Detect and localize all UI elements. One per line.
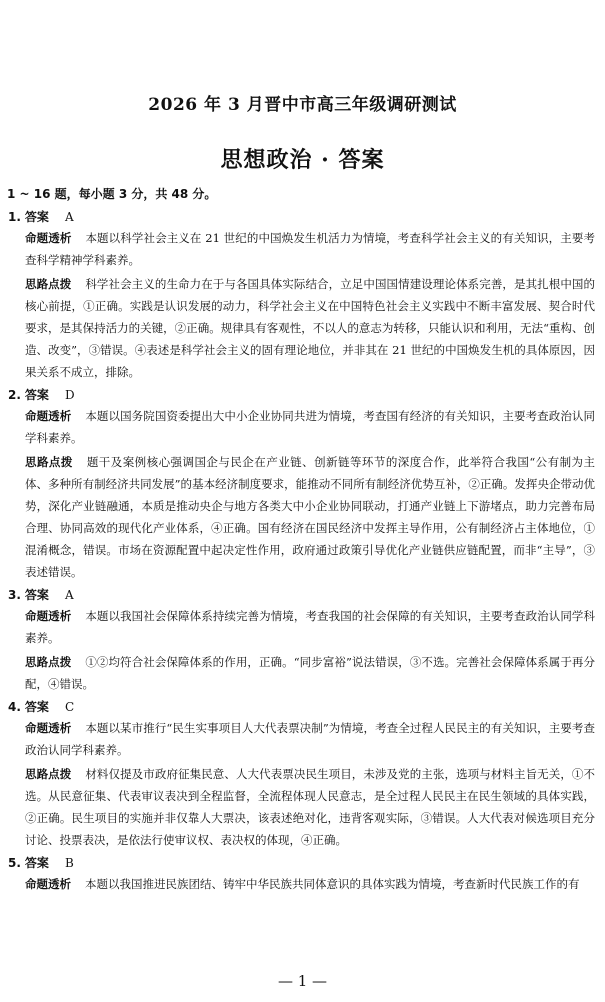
analysis-block bbox=[0, 717, 605, 761]
question-answer-line bbox=[0, 385, 605, 405]
hint-block bbox=[0, 273, 605, 383]
hint-block-label: 思路点拨 bbox=[25, 277, 72, 291]
analysis-block bbox=[0, 405, 605, 449]
answer-choice: A bbox=[64, 210, 74, 224]
answer-label: 答案 bbox=[24, 388, 49, 402]
analysis-block bbox=[0, 227, 605, 271]
question-item bbox=[0, 385, 605, 583]
hint-block-text: 题干及案例核心强调国企与民企在产业链、创新链等环节的深度合作，此举符合我国“公有制为主体、多种所有制经济共同发展”的基本经济制度要求，能推动不同所有制经济优势互补，②正确。发挥央企带动优势，深化产业链融通，本质是推动央企与地方各类大中小企业协同联动，打通产业链上下游堵点，助力完善布局合理、协同高效的现代化产业体系，④正确。国有经济在国民经济中发挥主导作用，公有制经济占主体地位，①混淆概念，错误。市场在资源配置中起决定性作用，政府通过政策引导优化产业链供应链配置，而非“主导”，③表述错误。 bbox=[25, 455, 596, 579]
exam-title: 2026 年 3 月晋中市高三年级调研测试 bbox=[148, 95, 457, 115]
hint-block-text: 科学社会主义的生命力在于与各国具体实际结合，立足中国国情建设理论体系完善，是其扎根中国的核心前提，①正确。实践是认识发展的动力，科学社会主义在中国特色社会主义实践中不断丰富发展、契合时代要求，是其保持活力的关键，②正确。规律具有客观性，不以人的意志为转移，只能认识和利用，无法“重构、创造、改变”，③错误。④表述是科学社会主义的固有理论地位，并非其在 21 世纪的中国焕发生机的具体原因，因果关系不成立，排除。 bbox=[25, 277, 595, 379]
question-answer-line bbox=[0, 853, 605, 873]
hint-block-text: 材料仅提及市政府征集民意、人大代表票决民生项目，未涉及党的主张，选项与材料主旨无关，①不选。从民意征集、代表审议表决到全程监督，全流程体现人民意志，是全过程人民民主在民生领域的具体实践，②正确。民生项目的实施并非仅靠人大票决，该表述绝对化，违背客观实际，③错误。人大代表对候选项目充分讨论、投票表决，是依法行使审议权、表决权的体现，④正确。 bbox=[25, 767, 595, 847]
hint-block-label: 思路点拨 bbox=[25, 655, 72, 669]
answer-label: 答案 bbox=[24, 700, 49, 714]
analysis-block-label: 命题透析 bbox=[25, 877, 71, 891]
answer-choice: A bbox=[64, 588, 74, 602]
question-item bbox=[0, 697, 605, 851]
question-answer-line bbox=[0, 697, 605, 717]
question-number: 2. bbox=[8, 388, 21, 402]
answer-label: 答案 bbox=[24, 856, 49, 870]
question-item bbox=[0, 585, 605, 695]
analysis-block-text: 本题以我国社会保障体系持续完善为情境，考查我国的社会保障的有关知识，主要考查政治认同学科素养。 bbox=[25, 609, 595, 645]
answer-choice: C bbox=[64, 700, 75, 714]
analysis-block-label: 命题透析 bbox=[25, 231, 72, 245]
answer-label: 答案 bbox=[24, 588, 49, 602]
hint-block-text: ①②均符合社会保障体系的作用，正确。“同步富裕”说法错误，③不选。完善社会保障体系属于再分配，④错误。 bbox=[25, 655, 595, 691]
hint-block bbox=[0, 651, 605, 695]
subject-title: 思想政治 · 答案 bbox=[220, 147, 385, 173]
answer-list bbox=[0, 207, 605, 897]
analysis-block-text: 本题以某市推行“民生实事项目人大代表票决制”为情境，考查全过程人民民主的有关知识，主要考查政治认同学科素养。 bbox=[25, 721, 595, 757]
analysis-block-text: 本题以国务院国资委提出大中小企业协同共进为情境，考查国有经济的有关知识，主要考查政治认同学科素养。 bbox=[25, 409, 595, 445]
hint-block bbox=[0, 763, 605, 851]
scoring-intro: 1 ~ 16 题，每小题 3 分，共 48 分。 bbox=[7, 187, 217, 201]
page-number: — 1 — bbox=[277, 972, 328, 990]
analysis-block-text: 本题以我国推进民族团结、铸牢中华民族共同体意识的具体实践为情境，考查新时代民族工作的有 bbox=[85, 877, 580, 891]
analysis-block-label: 命题透析 bbox=[25, 721, 72, 735]
question-answer-line bbox=[0, 585, 605, 605]
question-item bbox=[0, 853, 605, 895]
answer-label: 答案 bbox=[24, 210, 49, 224]
hint-block-label: 思路点拨 bbox=[25, 767, 72, 781]
question-number: 4. bbox=[8, 700, 21, 714]
hint-block bbox=[0, 451, 605, 583]
hint-block-label: 思路点拨 bbox=[25, 455, 73, 469]
question-number: 3. bbox=[8, 588, 21, 602]
question-number: 1. bbox=[8, 210, 21, 224]
question-number: 5. bbox=[8, 856, 21, 870]
analysis-block bbox=[0, 873, 605, 895]
analysis-block-label: 命题透析 bbox=[25, 409, 72, 423]
answer-choice: B bbox=[64, 856, 74, 870]
answer-choice: D bbox=[64, 388, 75, 402]
question-answer-line bbox=[0, 207, 605, 227]
analysis-block bbox=[0, 605, 605, 649]
analysis-block-label: 命题透析 bbox=[25, 609, 72, 623]
question-item bbox=[0, 207, 605, 383]
analysis-block-text: 本题以科学社会主义在 21 世纪的中国焕发生机活力为情境，考查科学社会主义的有关知识，主要考查科学精神学科素养。 bbox=[25, 231, 595, 267]
